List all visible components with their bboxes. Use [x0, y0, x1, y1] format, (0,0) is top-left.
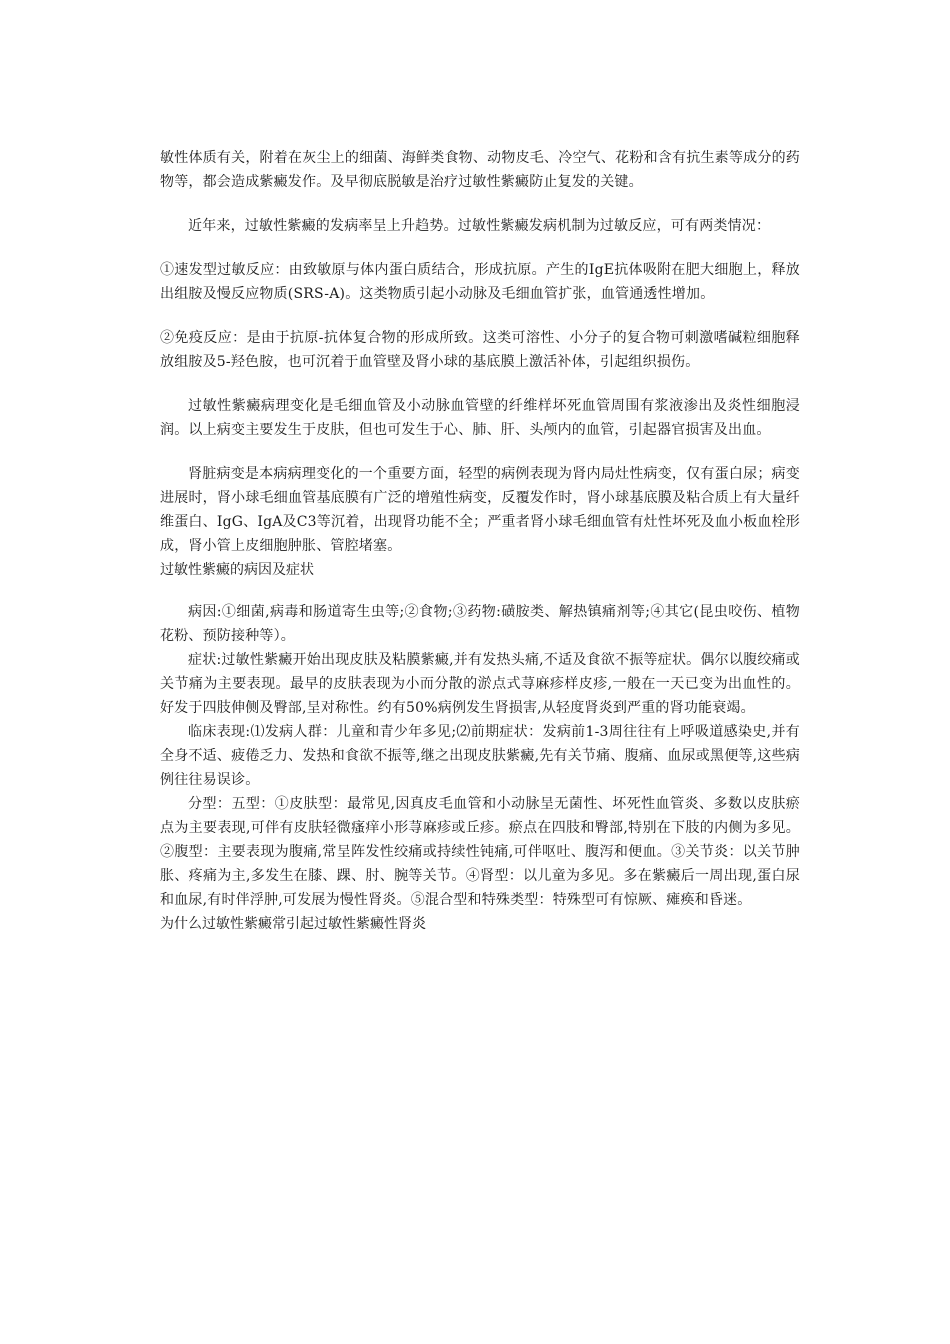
paragraph-incidence: 近年来，过敏性紫癜的发病率呈上升趋势。过敏性紫癜发病机制为过敏反应，可有两类情况： — [188, 218, 771, 234]
section-heading-causes-symptoms: 过敏性紫癜的病因及症状 — [160, 562, 314, 578]
paragraph-etiology: 病因:①细菌,病毒和肠道寄生虫等;②食物;③药物:磺胺类、解热镇痛剂等;④其它(昆虫咬伤、植物花粉、预防接种等）。 — [160, 604, 800, 644]
paragraph-kidney-lesions: 肾脏病变是本病病理变化的一个重要方面，轻型的病例表现为肾内局灶性病变，仅有蛋白尿；病变进展时，肾小球毛细血管基底膜有广泛的增殖性病变，反覆发作时，肾小球基底膜及粘合质上有大量纤维蛋白、IgG、IgA及C3等沉着，出现肾功能不全；严重者肾小球毛细血管有灶性坏死及血小板血栓形成，肾小管上皮细胞肿胀、管腔堵塞。 — [160, 466, 800, 554]
document-body — [160, 146, 800, 936]
paragraph-immediate-reaction: ①速发型过敏反应：由致敏原与体内蛋白质结合，形成抗原。产生的IgE抗体吸附在肥大细胞上，释放出组胺及慢反应物质(SRS-A)。这类物质引起小动脉及毛细血管扩张，血管通透性增加。 — [160, 262, 800, 302]
paragraph-clinical: 临床表现:⑴发病人群：儿童和青少年多见;⑵前期症状：发病前1-3周往往有上呼吸道感染史,并有全身不适、疲倦乏力、发热和食欲不振等,继之出现皮肤紫癜,先有关节痛、腹痛、血尿或黑便等,这些病例往往易误诊。 — [160, 724, 800, 788]
paragraph-immune-reaction: ②免疫反应：是由于抗原-抗体复合物的形成所致。这类可溶性、小分子的复合物可刺激嗜碱粒细胞释放组胺及5-羟色胺，也可沉着于血管壁及肾小球的基底膜上激活补体，引起组织损伤。 — [160, 330, 800, 370]
paragraph-allergy-causes: 敏性体质有关，附着在灰尘上的细菌、海鲜类食物、动物皮毛、冷空气、花粉和含有抗生素等成分的药物等，都会造成紫癜发作。及早彻底脱敏是治疗过敏性紫癜防止复发的关键。 — [160, 150, 800, 190]
paragraph-pathology: 过敏性紫癜病理变化是毛细血管及小动脉血管壁的纤维样坏死血管周围有浆液渗出及炎性细胞浸润。以上病变主要发生于皮肤，但也可发生于心、肺、肝、头颅内的血管，引起器官损害及出血。 — [160, 398, 800, 438]
paragraph-classification: 分型：五型：①皮肤型：最常见,因真皮毛血管和小动脉呈无菌性、坏死性血管炎、多数以皮肤瘀点为主要表现,可伴有皮肤轻微瘙痒小形荨麻疹或丘疹。瘀点在四肢和臀部,特别在下肢的内侧为多见。②腹型：主要表现为腹痛,常呈阵发性绞痛或持续性钝痛,可伴呕吐、腹泻和便血。③关节炎：以关节肿胀、疼痛为主,多发生在膝、踝、肘、腕等关节。④肾型：以儿童为多见。多在紫癜后一周出现,蛋白尿和血尿,有时伴浮肿,可发展为慢性肾炎。⑤混合型和特殊类型：特殊型可有惊厥、瘫痪和昏迷。 — [160, 796, 800, 908]
paragraph-symptoms: 症状:过敏性紫癜开始出现皮肤及粘膜紫癜,并有发热头痛,不适及食欲不振等症状。偶尔以腹绞痛或关节痛为主要表现。最早的皮肤表现为小而分散的淤点式荨麻疹样皮疹,一般在一天已变为出血性的。好发于四肢伸侧及臀部,呈对称性。约有50%病例发生肾损害,从轻度肾炎到严重的肾功能衰竭。 — [160, 652, 800, 716]
section-heading-nephritis: 为什么过敏性紫癜常引起过敏性紫癜性肾炎 — [160, 916, 426, 932]
